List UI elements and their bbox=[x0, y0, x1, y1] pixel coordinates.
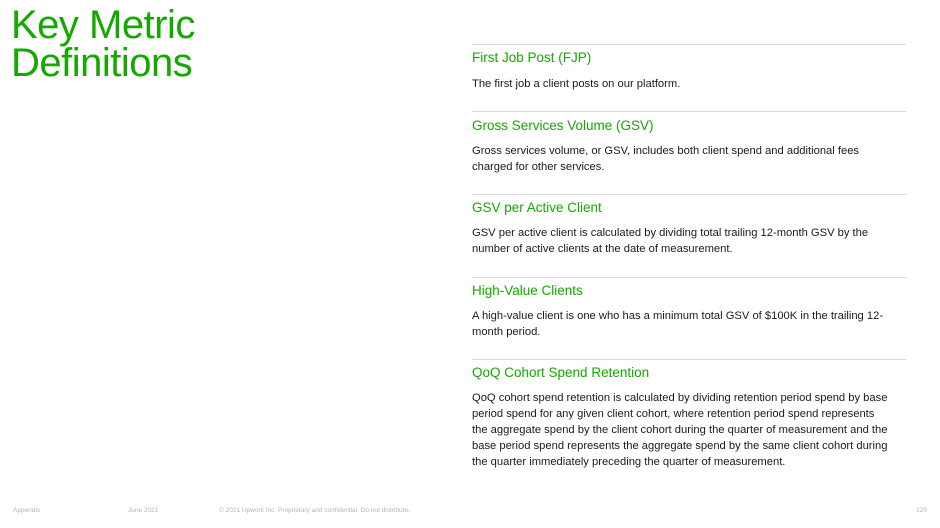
slide-title-line-1: Key Metric bbox=[11, 3, 195, 47]
definition-term: GSV per Active Client bbox=[472, 200, 602, 215]
slide-title-line-2: Definitions bbox=[11, 41, 193, 85]
definition-text: The first job a client posts on our platform. bbox=[472, 78, 681, 90]
definition-item bbox=[472, 359, 906, 470]
definition-item bbox=[472, 111, 906, 194]
footer-legal-notice: © 2021 Upwork Inc. Proprietary and confidential. Do not distribute. bbox=[219, 507, 410, 514]
definition-text: Gross services volume, or GSV, includes both client spend and additional fees charged for other services. bbox=[472, 145, 860, 173]
slide-title bbox=[11, 3, 195, 85]
definition-item bbox=[472, 277, 906, 359]
footer-date: June 2021 bbox=[128, 507, 159, 514]
definition-item bbox=[472, 194, 906, 277]
definition-term: QoQ Cohort Spend Retention bbox=[472, 365, 650, 380]
definitions-list bbox=[472, 44, 906, 470]
footer-section-label: Appendix bbox=[13, 507, 41, 514]
definition-text: GSV per active client is calculated by dividing total trailing 12-month GSV by the number of active clients at the date of measurement. bbox=[472, 227, 869, 255]
footer-page-number: 120 bbox=[916, 507, 927, 514]
definition-text: A high-value client is one who has a minimum total GSV of $100K in the trailing 12-month period. bbox=[472, 310, 884, 338]
definition-term: High-Value Clients bbox=[472, 283, 583, 298]
definition-text: QoQ cohort spend retention is calculated by dividing retention period spend by base period spend for any given client cohort, where retention period spend represents the aggregate spend by the client cohort during the quarter of measurement and the base period spend represents the aggregate spend by the same client cohort during the quarter immediately preceding the quarter of measurement. bbox=[472, 392, 888, 468]
definition-term: Gross Services Volume (GSV) bbox=[472, 118, 654, 133]
definition-item bbox=[472, 44, 906, 111]
definition-term: First Job Post (FJP) bbox=[472, 50, 592, 65]
